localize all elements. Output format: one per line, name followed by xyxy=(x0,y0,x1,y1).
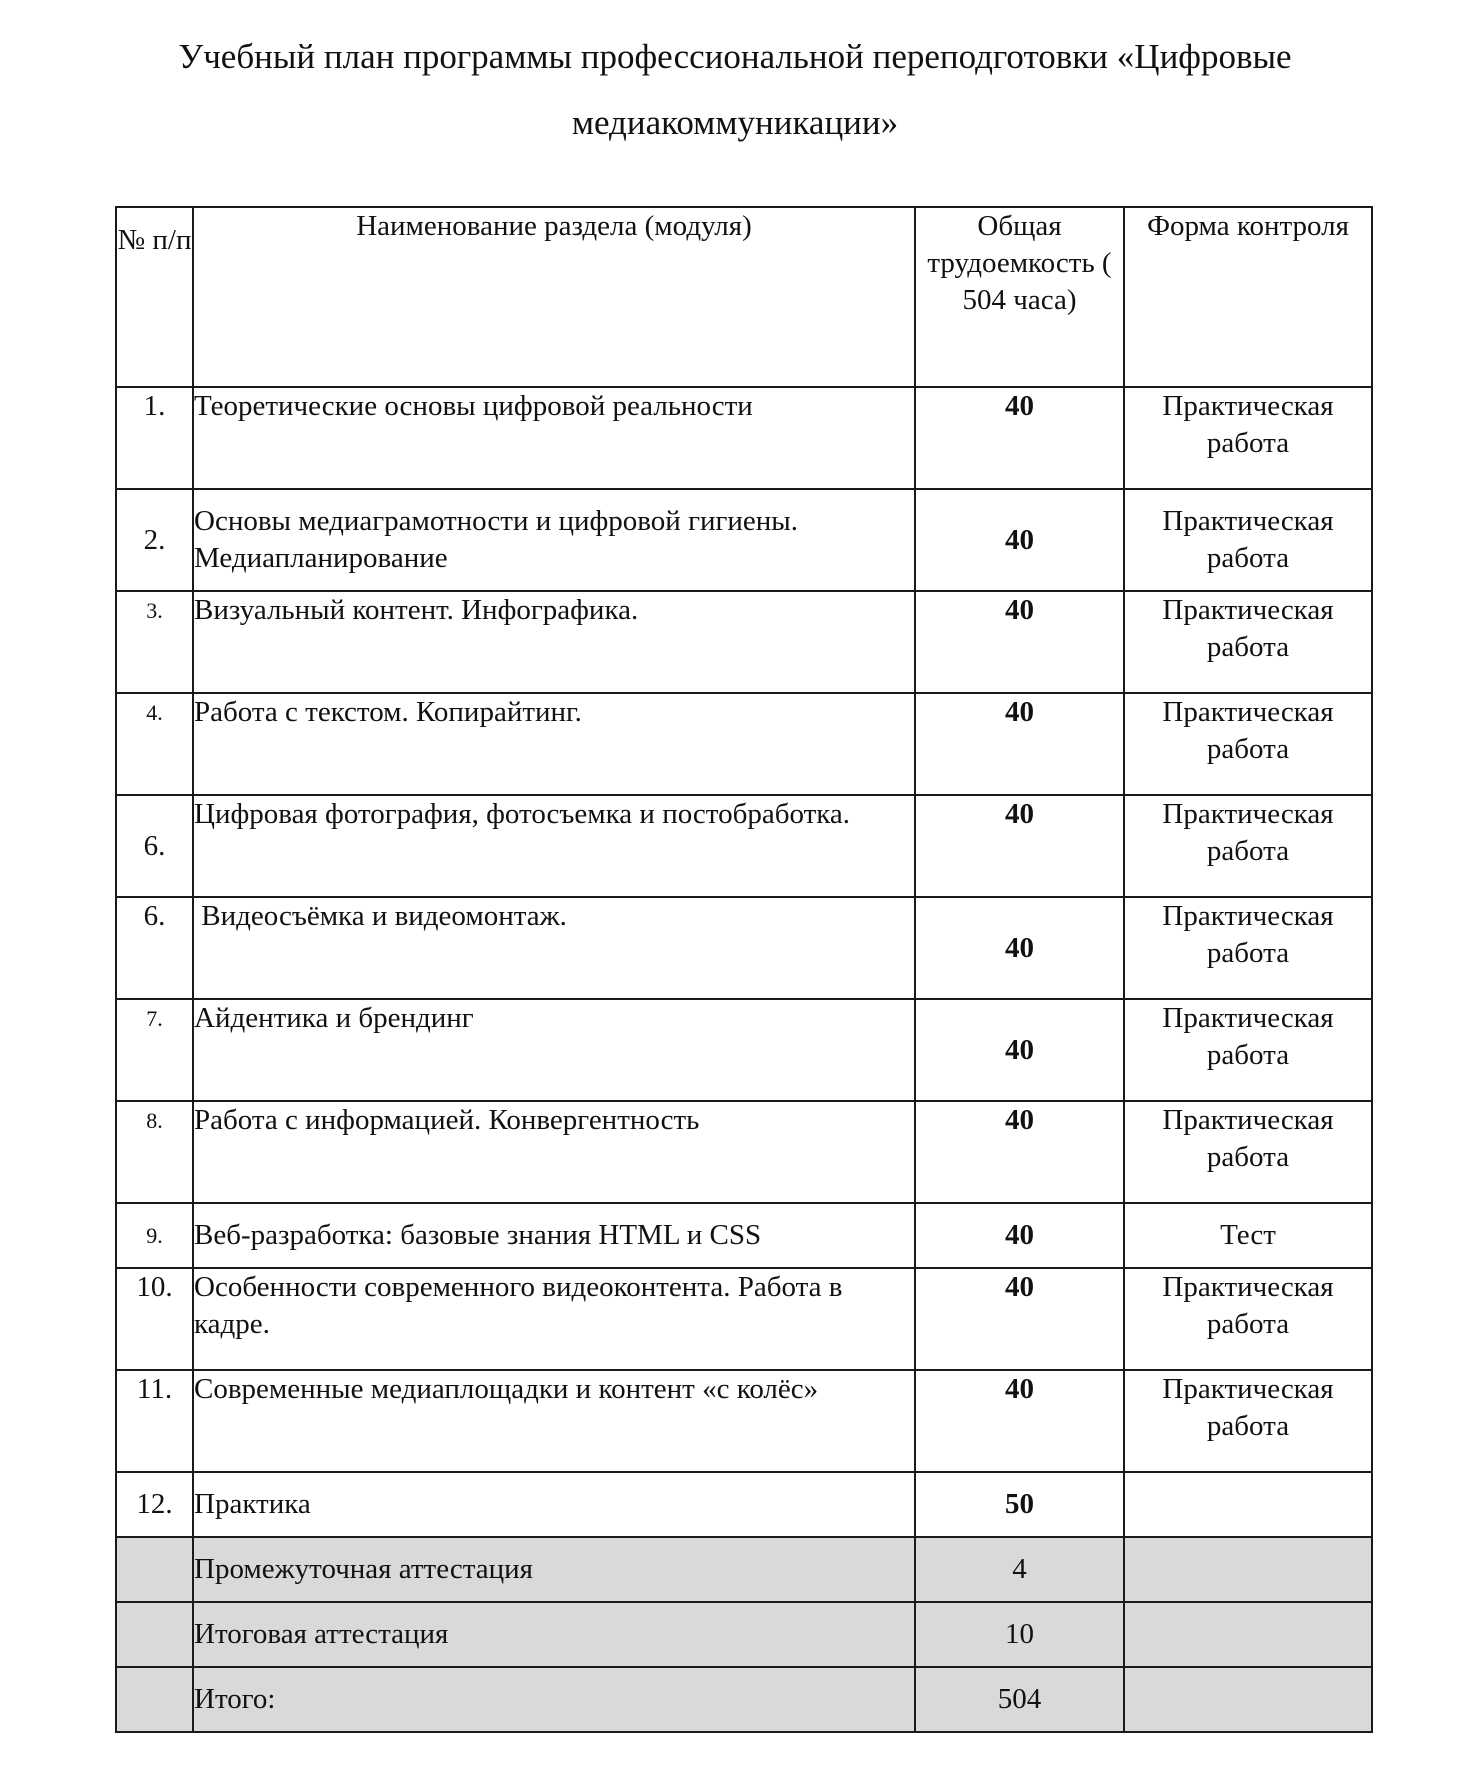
row-control-form: Практическая работа xyxy=(1124,591,1372,693)
row-number: 6. xyxy=(116,897,193,999)
row-number: 2. xyxy=(116,489,193,591)
row-number: 12. xyxy=(116,1472,193,1537)
document-title xyxy=(100,24,1370,156)
row-hours: 50 xyxy=(915,1472,1124,1537)
row-module-name: Работа с текстом. Копирайтинг. xyxy=(193,693,915,795)
table-row xyxy=(116,1472,1372,1537)
table-row xyxy=(116,1203,1372,1268)
curriculum-table xyxy=(115,206,1373,1733)
header-total-hours: Общая трудоемкость ( 504 часа) xyxy=(915,207,1124,387)
row-module-name: Работа с информацией. Конвергентность xyxy=(193,1101,915,1203)
row-hours: 40 xyxy=(915,897,1124,999)
summary-number-empty xyxy=(116,1602,193,1667)
table-row xyxy=(116,897,1372,999)
row-hours: 40 xyxy=(915,489,1124,591)
row-module-name: Веб-разработка: базовые знания HTML и CSS xyxy=(193,1203,915,1268)
table-row xyxy=(116,591,1372,693)
summary-control-empty xyxy=(1124,1602,1372,1667)
row-number: 9. xyxy=(116,1203,193,1268)
title-line-1: Учебный план программы профессиональной переподготовки «Цифровые xyxy=(178,37,1292,76)
row-hours: 40 xyxy=(915,999,1124,1101)
row-control-form: Практическая работа xyxy=(1124,1370,1372,1472)
row-control-form xyxy=(1124,1472,1372,1537)
table-row xyxy=(116,999,1372,1101)
row-number: 3. xyxy=(116,591,193,693)
table-row xyxy=(116,1370,1372,1472)
table-row xyxy=(116,795,1372,897)
row-module-name: Видеосъёмка и видеомонтаж. xyxy=(193,897,915,999)
row-number: 6. xyxy=(116,795,193,897)
row-module-name: Практика xyxy=(193,1472,915,1537)
header-control-form: Форма контроля xyxy=(1124,207,1372,387)
summary-row xyxy=(116,1602,1372,1667)
row-module-name: Айдентика и брендинг xyxy=(193,999,915,1101)
row-hours: 40 xyxy=(915,1203,1124,1268)
summary-label: Промежуточная аттестация xyxy=(193,1537,915,1602)
row-control-form: Практическая работа xyxy=(1124,489,1372,591)
row-number: 10. xyxy=(116,1268,193,1370)
row-hours: 40 xyxy=(915,795,1124,897)
row-hours: 40 xyxy=(915,1101,1124,1203)
table-row xyxy=(116,489,1372,591)
header-number: № п/п xyxy=(116,207,193,387)
row-control-form: Практическая работа xyxy=(1124,1268,1372,1370)
summary-label: Итоговая аттестация xyxy=(193,1602,915,1667)
row-control-form: Тест xyxy=(1124,1203,1372,1268)
row-number: 8. xyxy=(116,1101,193,1203)
summary-control-empty xyxy=(1124,1537,1372,1602)
summary-control-empty xyxy=(1124,1667,1372,1732)
header-module-name: Наименование раздела (модуля) xyxy=(193,207,915,387)
row-control-form: Практическая работа xyxy=(1124,897,1372,999)
summary-row xyxy=(116,1667,1372,1732)
summary-label: Итого: xyxy=(193,1667,915,1732)
row-hours: 40 xyxy=(915,387,1124,489)
row-module-name: Визуальный контент. Инфографика. xyxy=(193,591,915,693)
row-module-name: Теоретические основы цифровой реальности xyxy=(193,387,915,489)
table-row xyxy=(116,387,1372,489)
summary-row xyxy=(116,1537,1372,1602)
row-module-name: Современные медиаплощадки и контент «с колёс» xyxy=(193,1370,915,1472)
row-hours: 40 xyxy=(915,1370,1124,1472)
row-module-name: Основы медиаграмотности и цифровой гигиены. Медиапланирование xyxy=(193,489,915,591)
row-hours: 40 xyxy=(915,693,1124,795)
row-number: 11. xyxy=(116,1370,193,1472)
row-hours: 40 xyxy=(915,591,1124,693)
table-row xyxy=(116,693,1372,795)
summary-hours: 10 xyxy=(915,1602,1124,1667)
row-number: 4. xyxy=(116,693,193,795)
row-number: 7. xyxy=(116,999,193,1101)
summary-number-empty xyxy=(116,1667,193,1732)
title-line-2: медиакоммуникации» xyxy=(571,103,899,142)
summary-hours: 4 xyxy=(915,1537,1124,1602)
row-control-form: Практическая работа xyxy=(1124,1101,1372,1203)
row-module-name: Цифровая фотография, фотосъемка и постобработка. xyxy=(193,795,915,897)
summary-number-empty xyxy=(116,1537,193,1602)
row-control-form: Практическая работа xyxy=(1124,693,1372,795)
row-control-form: Практическая работа xyxy=(1124,387,1372,489)
row-hours: 40 xyxy=(915,1268,1124,1370)
row-control-form: Практическая работа xyxy=(1124,795,1372,897)
table-row xyxy=(116,1101,1372,1203)
summary-hours: 504 xyxy=(915,1667,1124,1732)
table-header-row xyxy=(116,207,1372,387)
row-control-form: Практическая работа xyxy=(1124,999,1372,1101)
row-module-name: Особенности современного видеоконтента. Работа в кадре. xyxy=(193,1268,915,1370)
table-row xyxy=(116,1268,1372,1370)
row-number: 1. xyxy=(116,387,193,489)
